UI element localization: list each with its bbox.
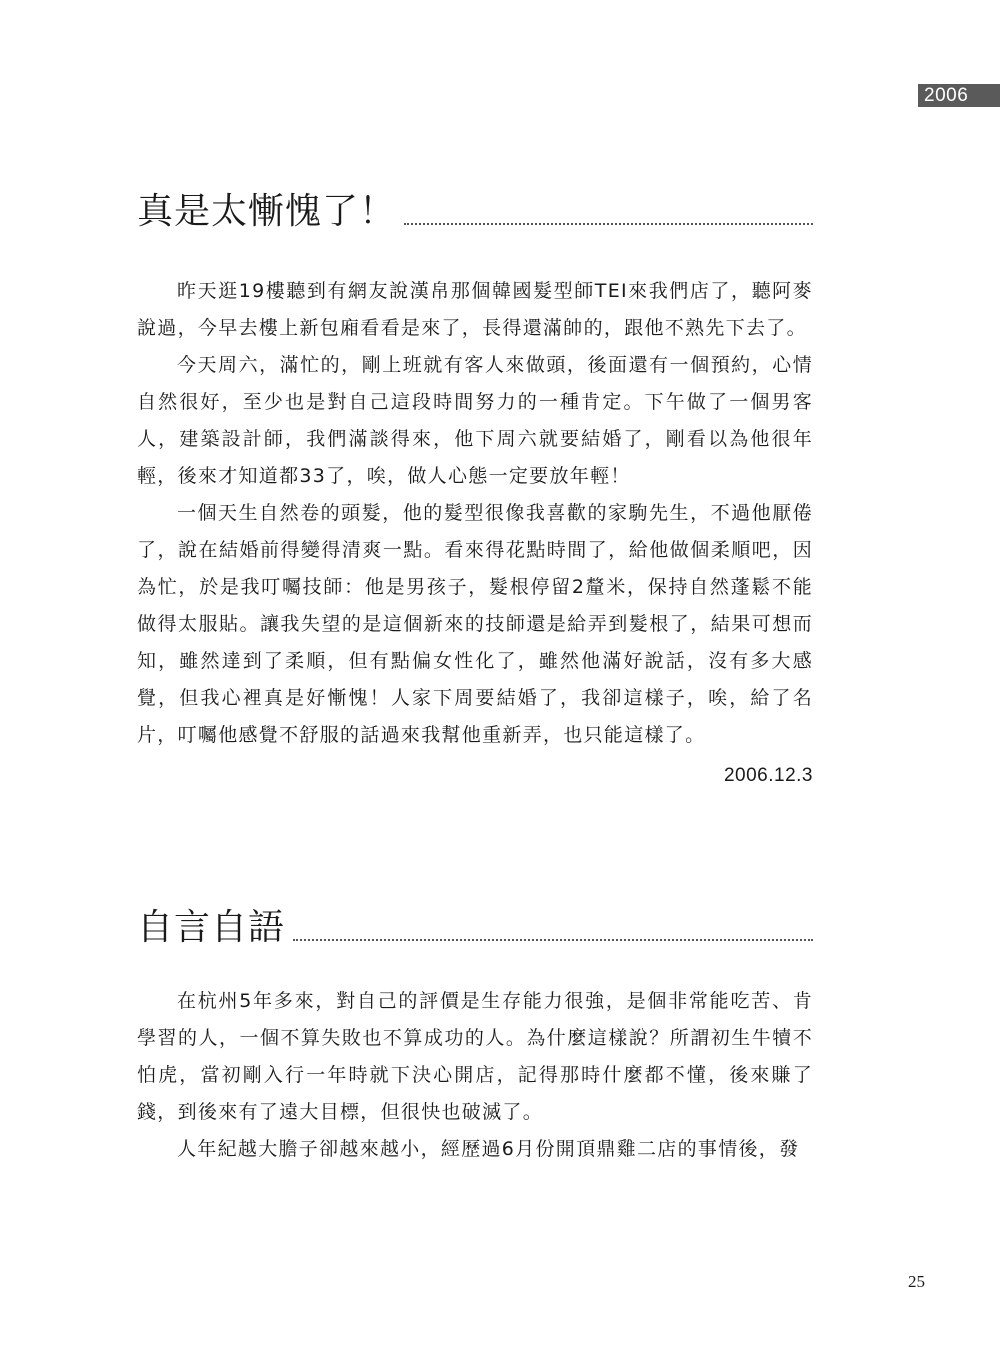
article-1-heading bbox=[137, 190, 813, 234]
paragraph: 今天周六，滿忙的，剛上班就有客人來做頭，後面還有一個預約，心情自然很好，至少也是對自己這段時間努力的一種肯定。下午做了一個男客人，建築設計師，我們滿談得來，他下周六就要結婚了，剛看以為他很年輕，後來才知道都33了，唉，做人心態一定要放年輕！ bbox=[137, 354, 813, 487]
paragraph: 人年紀越大膽子卻越來越小，經歷過6月份開頂鼎雞二店的事情後，發 bbox=[177, 1138, 800, 1160]
article-2-heading bbox=[137, 906, 813, 950]
article-2-title: 自言自語 bbox=[137, 907, 286, 948]
page-number: 25 bbox=[908, 1272, 925, 1291]
year-tab: 2006 bbox=[918, 84, 1000, 107]
article-2-body bbox=[137, 983, 813, 1168]
article-1-date: 2006.12.3 bbox=[723, 765, 813, 786]
article-1-title: 真是太慚愧了！ bbox=[137, 191, 397, 232]
paragraph: 在杭州5年多來，對自己的評價是生存能力很強，是個非常能吃苦、肯學習的人，一個不算失敗也不算成功的人。為什麼這樣說？所謂初生牛犢不怕虎，當初剛入行一年時就下決心開店，記得那時什麼都不懂，後來賺了錢，到後來有了遠大目標，但很快也破滅了。 bbox=[137, 990, 813, 1123]
dot-leader bbox=[404, 223, 813, 225]
dot-leader bbox=[293, 939, 813, 941]
paragraph: 昨天逛19樓聽到有網友說漢帛那個韓國髮型師TEI來我們店了，聽阿麥說過，今早去樓上新包廂看看是來了，長得還滿帥的，跟他不熟先下去了。 bbox=[137, 280, 813, 339]
paragraph: 一個天生自然卷的頭髮，他的髮型很像我喜歡的家駒先生，不過他厭倦了，說在結婚前得變得清爽一點。看來得花點時間了，給他做個柔順吧，因為忙，於是我叮囑技師：他是男孩子，髮根停留2釐米，保持自然蓬鬆不能做得太服貼。讓我失望的是這個新來的技師還是給弄到髮根了，結果可想而知，雖然達到了柔順，但有點偏女性化了，雖然他滿好說話，沒有多大感覺，但我心裡真是好慚愧！人家下周要結婚了，我卻這樣子，唉，給了名片，叮囑他感覺不舒服的話過來我幫他重新弄，也只能這樣了。 bbox=[137, 502, 813, 746]
article-1-body bbox=[137, 273, 813, 794]
